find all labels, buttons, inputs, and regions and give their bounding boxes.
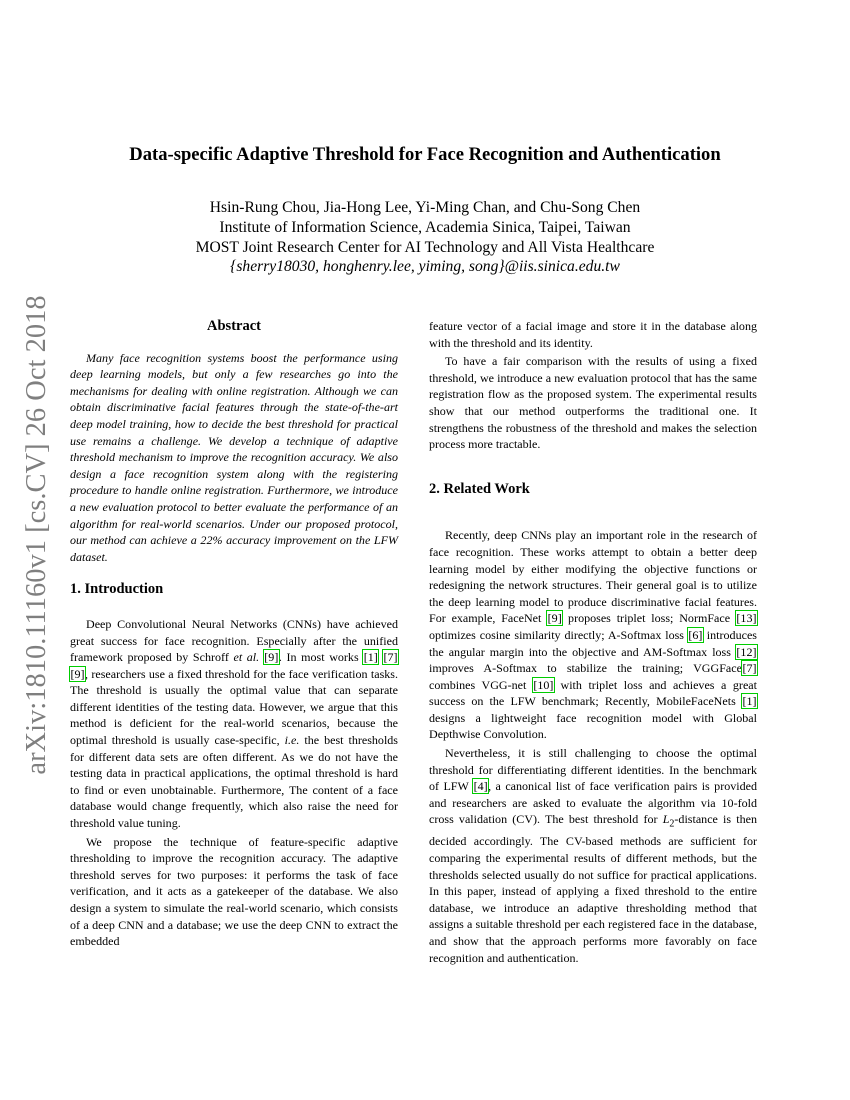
math-symbol: L (662, 812, 670, 827)
abstract-text: Many face recognition systems boost the performance using deep learning models, but only a few researches go into the mechanisms for dealing with online registration. Although we can obtain discriminative facial features through the state-of-the-art deep model training, how to decide the best threshold for practical use remains a challenge. We develop a technique of adaptive threshold mechanism to improve the recognition accuracy. We also design a face recognition system along with the registering procedure to handle online registration. Furthermore, we introduce a new evaluation protocol to better evaluate the performance of an algorithm for real-world scenarios. Under our proposed protocol, our method can achieve a 22% accuracy improvement on the LFW dataset. (70, 350, 398, 564)
related-paragraph-2 (429, 745, 757, 966)
affiliation-2: MOST Joint Research Center for AI Technology and All Vista Healthcare (195, 238, 655, 256)
text-run: designs a lightweight face recognition model with Global Depthwise Convolution. (429, 710, 757, 742)
text-run: Recently, deep CNNs play an important role in the research of face recognition. These works attempt to obtain a better deep learning model by either modifying the objective functions or redesigning the network structures. Their general goal is to utilize the deep learning model to produce discriminative facial features. For example, FaceNet (429, 528, 757, 626)
arxiv-stamp: arXiv:1810.11160v1 [cs.CV] 26 Oct 2018 (21, 295, 52, 775)
section-heading-introduction: 1. Introduction (70, 581, 164, 598)
citation-link[interactable]: [7] (742, 661, 757, 676)
text-run: Deep Convolutional Neural Networks (CNNs) have achieved great success for face recognition. Especially after the unified framework proposed by Schroff (70, 616, 398, 665)
author-emails: {sherry18030, honghenry.lee, yiming, song}@iis.sinica.edu.tw (230, 258, 620, 276)
citation-link[interactable]: [13] (736, 611, 757, 626)
text-run: combines VGG-net (429, 677, 533, 692)
text-run: with triplet loss and achieves a great success on the LFW benchmark; Recently, MobileFaceNets (429, 677, 757, 709)
citation-link[interactable]: [10] (533, 677, 554, 692)
author-names: Hsin-Rung Chou, Jia-Hong Lee, Yi-Ming Chan, and Chu-Song Chen (209, 199, 641, 216)
citation-link[interactable]: [9] (264, 650, 279, 665)
text-run: optimizes cosine similarity directly; A-Softmax loss (429, 627, 688, 642)
text-run: , researchers use a fixed threshold for the face verification tasks. The threshold is usually the optimal value that can separate different identities of the testing data. However, we argue that this method is deficient for the real-world scenarios, because the optimal threshold is usually case-specific, (70, 666, 398, 748)
text-run: the best thresholds for different data sets are often different. As we do not have the testing data in practical applications, the optimal threshold is hard to find or even unobtainable. Furthermore, The content of a face database would change frequently, which also raise the need for threshold value tuning. (70, 733, 398, 831)
text-run: i.e. (284, 733, 300, 748)
intro-paragraph-1 (70, 616, 398, 832)
intro-paragraph-2: We propose the technique of feature-specific adaptive thresholding to improve the recognition accuracy. The adaptive threshold serves for two purposes: it performs the task of face verification, and it acts as a gatekeeper of the database. We also design a system to simulate the real-world scenario, which consists of a deep CNN and a database; we use the deep CNN to extract the embedded (70, 834, 398, 949)
related-paragraph-1 (429, 527, 757, 743)
right-column (429, 318, 757, 966)
citation-link[interactable]: [9] (70, 666, 85, 681)
abstract-heading: Abstract (207, 318, 261, 334)
left-column (70, 318, 398, 950)
math-subscript: 2 (669, 818, 675, 830)
text-run: improves A-Softmax to stabilize the training; VGGFace (429, 661, 742, 676)
text-run: Nevertheless, it is still challenging to choose the optimal threshold for differentiating different identities. In the benchmark of LFW (429, 746, 757, 794)
intro-paragraph-3: To have a fair comparison with the results of using a fixed threshold, we introduce a new evaluation protocol that has the same registration flow as the proposed system. The experimental results show that our method outperforms the traditional one. It strengthens the robustness of the threshold and makes the selection process more tractable. (429, 354, 757, 452)
citation-link[interactable]: [1] (363, 650, 378, 665)
citation-link[interactable]: [1] (742, 694, 757, 709)
text-run: et al. (233, 650, 260, 665)
abstract (70, 350, 398, 566)
citation-link[interactable]: [12] (736, 644, 757, 659)
citation-link[interactable]: [4] (473, 779, 488, 794)
citation-link[interactable]: [6] (688, 627, 703, 642)
paper-title: Data-specific Adaptive Threshold for Face Recognition and Authentication (129, 144, 721, 165)
intro-paragraph-2-continued: feature vector of a facial image and store it in the database along with the threshold and its identity. (429, 319, 757, 350)
citation-link[interactable]: [7] (383, 650, 398, 665)
text-run: -distance is then decided accordingly. The CV-based methods are sufficient for comparing the experimental results of different methods, but the thresholds selected usually do not suffice for practical applications. In this paper, instead of applying a fixed threshold to the entire database, we introduce an adaptive thresholding method that assigns a suitable threshold per each registered face in the database, and show that the approach performs more favorably on face recognition and authentication. (429, 812, 757, 965)
section-heading-related-work: 2. Related Work (429, 480, 530, 497)
author-block (0, 198, 850, 277)
text-run: introduces the angular margin into the objective and AM-Softmax loss (429, 627, 757, 659)
citation-link[interactable]: [9] (547, 611, 562, 626)
text-run: , a canonical list of face verification pairs is provided and researchers are asked to evaluate the algorithm via 10-fold cross validation (CV). The best threshold for (429, 779, 757, 827)
text-run: . In most works (278, 650, 364, 665)
affiliation-1: Institute of Information Science, Academia Sinica, Taipei, Taiwan (219, 218, 631, 236)
text-run: proposes triplet loss; NormFace (562, 611, 736, 626)
